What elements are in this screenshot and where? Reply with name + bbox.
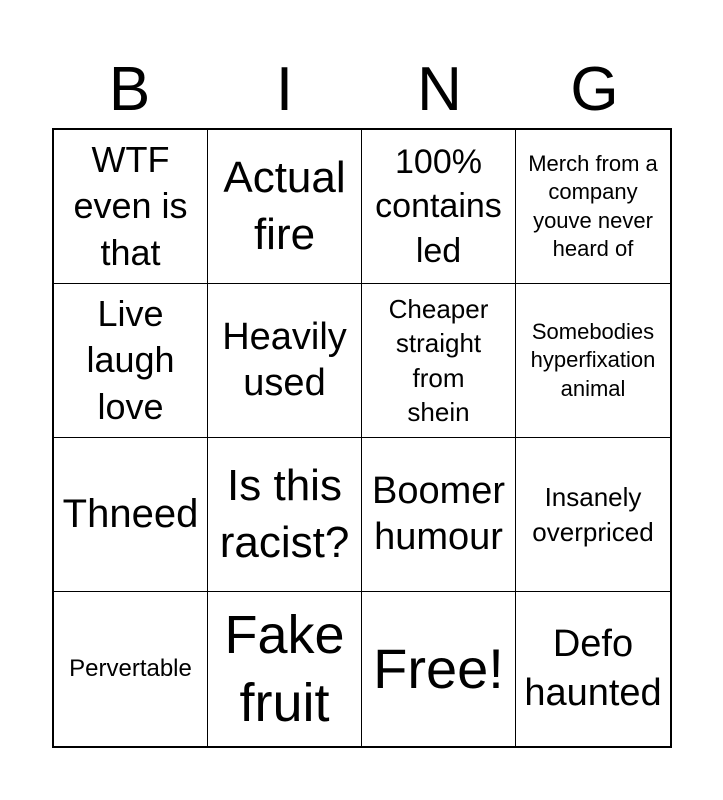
cell-label: Fake fruit — [224, 604, 345, 733]
header-letter-g: G — [570, 55, 619, 124]
bingo-cell-r1c2[interactable] — [208, 130, 362, 284]
cell-label: Pervertable — [69, 655, 192, 683]
bingo-cell-r2c4[interactable] — [516, 284, 670, 438]
cell-label: Heavily used — [222, 315, 347, 404]
cell-label: Free! — [373, 637, 504, 701]
header-letter-n: N — [417, 55, 462, 124]
bingo-cell-r1c1[interactable] — [54, 130, 208, 284]
cell-label: Insanely overpriced — [532, 482, 654, 547]
bingo-cell-r2c2[interactable] — [208, 284, 362, 438]
bingo-cell-r4c2[interactable] — [208, 592, 362, 746]
bingo-cell-r3c1[interactable] — [54, 438, 208, 592]
bingo-cell-r3c2[interactable] — [208, 438, 362, 592]
cell-label: Merch from a company youve never heard of — [528, 151, 658, 261]
bingo-cell-r4c3[interactable] — [362, 592, 516, 746]
cell-label: Is this racist? — [219, 461, 350, 567]
cell-label: WTF even is that — [73, 139, 188, 273]
bingo-cell-r1c3[interactable] — [362, 130, 516, 284]
cell-label: Live laugh love — [86, 293, 175, 427]
header-letter-b: B — [108, 55, 151, 124]
bingo-cell-r1c4[interactable] — [516, 130, 670, 284]
bingo-cell-r4c1[interactable] — [54, 592, 208, 746]
bingo-header — [52, 52, 672, 128]
cell-label: 100% contains led — [375, 143, 502, 270]
header-letter-i: I — [275, 55, 294, 124]
cell-label: Cheaper straight from shein — [388, 293, 489, 427]
cell-label: Boomer humour — [371, 469, 506, 558]
bingo-cell-r2c1[interactable] — [54, 284, 208, 438]
cell-label: Defo haunted — [524, 622, 662, 714]
cell-label: Thneed — [62, 492, 199, 537]
bingo-cell-r3c4[interactable] — [516, 438, 670, 592]
cell-label: Actual fire — [223, 153, 346, 259]
bingo-cell-r4c4[interactable] — [516, 592, 670, 746]
bingo-cell-r3c3[interactable] — [362, 438, 516, 592]
bingo-board — [52, 128, 672, 748]
cell-label: Somebodies hyperfixation animal — [530, 319, 656, 401]
bingo-cell-r2c3[interactable] — [362, 284, 516, 438]
